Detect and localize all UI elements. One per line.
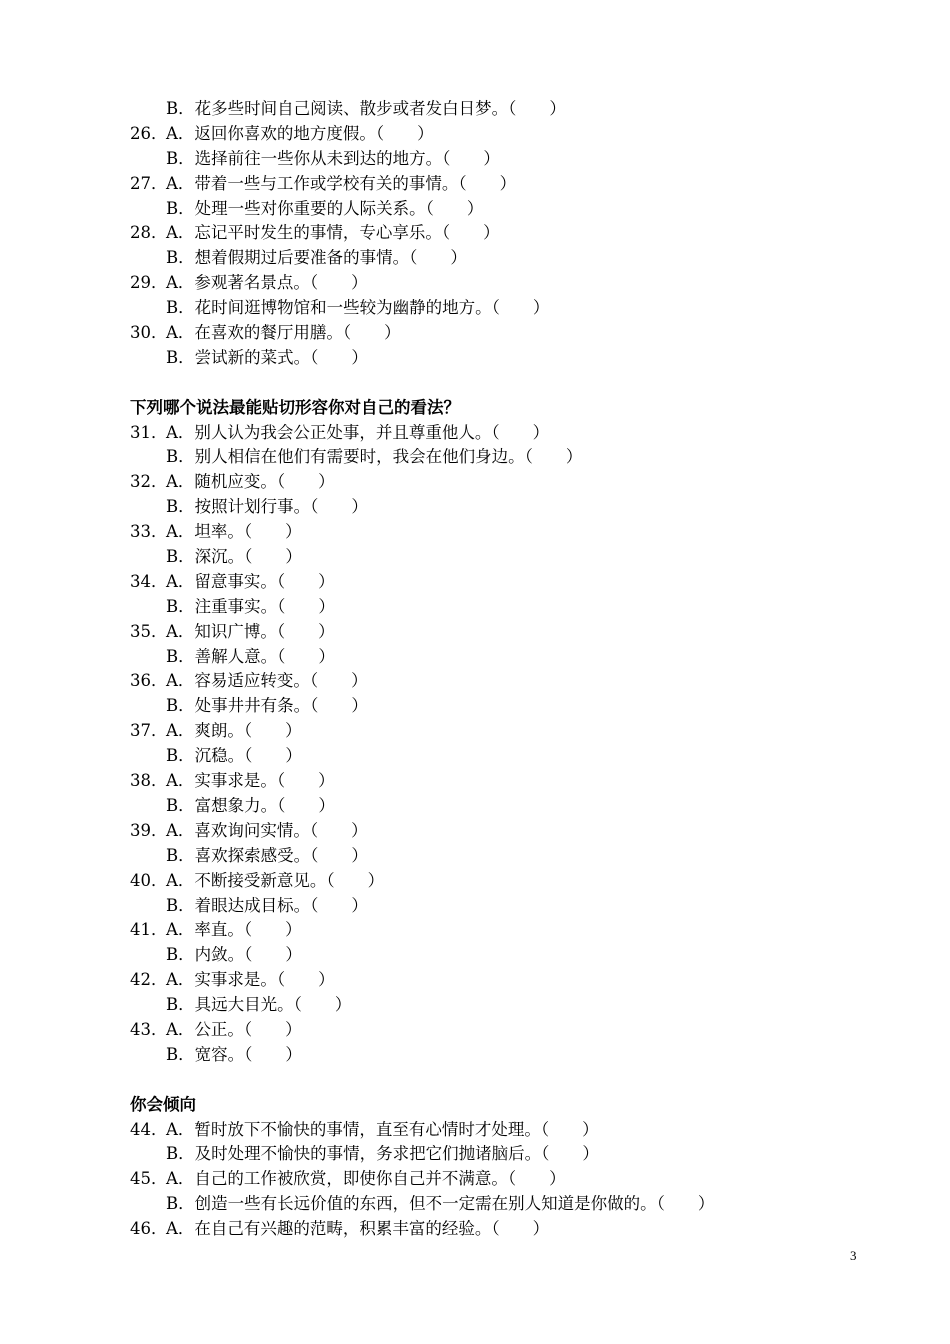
option-a-text: A．参观著名景点。（ ） <box>166 273 368 293</box>
option-a-text: A．在喜欢的餐厅用膳。（ ） <box>166 323 401 343</box>
question-option-a-line <box>130 719 830 744</box>
question-option-b-line <box>130 197 830 222</box>
question-option-a-line <box>130 918 830 943</box>
question-option-b-line <box>130 595 830 620</box>
option-a-text: A．自己的工作被欣赏，即使你自己并不满意。（ ） <box>166 1169 566 1189</box>
question-option-b-line <box>130 1192 830 1217</box>
option-b-text: B．按照计划行事。（ ） <box>166 497 368 517</box>
option-b-text: B．内敛。（ ） <box>166 945 302 965</box>
spacer <box>130 371 830 396</box>
question-option-a-line <box>130 520 830 545</box>
option-b-text: B．花时间逛博物馆和一些较为幽静的地方。（ ） <box>166 298 550 318</box>
question-number: 38． <box>130 771 168 791</box>
question-option-a-line <box>130 819 830 844</box>
option-b-text: B．及时处理不愉快的事情，务求把它们抛诸脑后。（ ） <box>166 1144 599 1164</box>
option-a-text: A．喜欢询问实情。（ ） <box>166 820 368 840</box>
question-option-b-line <box>130 744 830 769</box>
question-option-b-line <box>130 545 830 570</box>
question-number: 37． <box>130 721 168 741</box>
section-heading: 你会倾向 <box>130 1094 196 1114</box>
question-option-b-line <box>130 1043 830 1068</box>
question-option-b-line <box>130 894 830 919</box>
question-option-a-line <box>130 869 830 894</box>
question-number: 43． <box>130 1019 168 1039</box>
question-option-a-line <box>130 1118 830 1143</box>
option-b-text: B．花多些时间自己阅读、散步或者发白日梦。（ ） <box>166 99 566 118</box>
option-b-text: B．想着假期过后要准备的事情。（ ） <box>166 248 467 268</box>
question-option-a-line <box>130 769 830 794</box>
option-a-text: A．忘记平时发生的事情，专心享乐。（ ） <box>166 223 500 243</box>
question-option-b-line <box>130 794 830 819</box>
question-option-a-line <box>130 1217 830 1242</box>
option-a-text: A．公正。（ ） <box>166 1019 302 1039</box>
question-option-b-line <box>130 445 830 470</box>
option-a-text: A．留意事实。（ ） <box>166 571 335 591</box>
question-number: 45． <box>130 1169 168 1189</box>
question-option-a-line <box>130 1018 830 1043</box>
question-option-b-line <box>130 694 830 719</box>
option-b-text: B．尝试新的菜式。（ ） <box>166 347 368 367</box>
option-a-text: A．别人认为我会公正处事，并且尊重他人。（ ） <box>166 422 550 442</box>
question-option-a-line <box>130 321 830 346</box>
question-number: 46． <box>130 1219 168 1239</box>
question-option-b-line <box>130 495 830 520</box>
question-number: 28． <box>130 223 168 243</box>
option-a-text: A．随机应变。（ ） <box>166 472 335 492</box>
option-a-text: A．带着一些与工作或学校有关的事情。（ ） <box>166 173 517 193</box>
option-b-text: B．喜欢探索感受。（ ） <box>166 845 368 865</box>
question-option-a-line <box>130 1167 830 1192</box>
question-number: 39． <box>130 820 168 840</box>
option-a-text: A．容易适应转变。（ ） <box>166 671 368 691</box>
question-number: 44． <box>130 1119 168 1139</box>
option-a-text: A．暂时放下不愉快的事情，直至有心情时才处理。（ ） <box>166 1119 599 1139</box>
option-a-text: A．在自己有兴趣的范畴，积累丰富的经验。（ ） <box>166 1219 550 1239</box>
question-number: 31． <box>130 422 168 442</box>
option-b-text: B．深沉。（ ） <box>166 547 302 567</box>
question-number: 32． <box>130 472 168 492</box>
question-number: 36． <box>130 671 168 691</box>
page-number: 3 <box>850 1248 857 1263</box>
questionnaire-content <box>130 97 830 1242</box>
question-option-a-line <box>130 669 830 694</box>
option-b-text: B．具远大目光。（ ） <box>166 995 352 1015</box>
question-option-b-line <box>130 97 830 122</box>
question-option-a-line <box>130 221 830 246</box>
question-option-a-line <box>130 172 830 197</box>
option-a-text: A．不断接受新意见。（ ） <box>166 870 385 890</box>
question-option-b-line <box>130 296 830 321</box>
option-b-text: B．富想象力。（ ） <box>166 795 335 815</box>
question-option-b-line <box>130 246 830 271</box>
question-number: 27． <box>130 173 168 193</box>
question-option-b-line <box>130 943 830 968</box>
question-number: 26． <box>130 123 168 143</box>
option-b-text: B．处事井井有条。（ ） <box>166 696 368 716</box>
option-b-text: B．处理一些对你重要的人际关系。（ ） <box>166 198 484 218</box>
question-option-b-line <box>130 993 830 1018</box>
question-number: 34． <box>130 571 168 591</box>
question-number: 33． <box>130 522 168 542</box>
question-option-a-line <box>130 470 830 495</box>
question-number: 42． <box>130 970 168 990</box>
option-b-text: B．沉稳。（ ） <box>166 746 302 766</box>
option-a-text: A．返回你喜欢的地方度假。（ ） <box>166 123 434 143</box>
question-option-b-line <box>130 147 830 172</box>
question-option-a-line <box>130 421 830 446</box>
option-a-text: A．实事求是。（ ） <box>166 771 335 791</box>
option-a-text: A．知识广博。（ ） <box>166 621 335 641</box>
spacer <box>130 1068 830 1093</box>
question-option-a-line <box>130 620 830 645</box>
question-option-b-line <box>130 844 830 869</box>
question-option-a-line <box>130 271 830 296</box>
question-number: 30． <box>130 323 168 343</box>
option-a-text: A．坦率。（ ） <box>166 522 302 542</box>
question-number: 41． <box>130 920 168 940</box>
option-b-text: B．创造一些有长远价值的东西，但不一定需在别人知道是你做的。（ ） <box>166 1194 715 1214</box>
option-b-text: B．着眼达成目标。（ ） <box>166 895 368 915</box>
question-option-b-line <box>130 645 830 670</box>
question-option-b-line <box>130 346 830 371</box>
option-b-text: B．宽容。（ ） <box>166 1044 302 1064</box>
option-a-text: A．爽朗。（ ） <box>166 721 302 741</box>
question-option-a-line <box>130 122 830 147</box>
option-b-text: B．别人相信在他们有需要时，我会在他们身边。（ ） <box>166 447 583 467</box>
question-option-a-line <box>130 570 830 595</box>
option-b-text: B．注重事实。（ ） <box>166 596 335 616</box>
question-number: 40． <box>130 870 168 890</box>
option-b-text: B．选择前往一些你从未到达的地方。（ ） <box>166 148 500 168</box>
option-b-text: B．善解人意。（ ） <box>166 646 335 666</box>
question-option-b-line <box>130 1142 830 1167</box>
question-number: 29． <box>130 273 168 293</box>
section-heading: 下列哪个说法最能贴切形容你对自己的看法？ <box>130 397 460 417</box>
question-option-a-line <box>130 968 830 993</box>
option-a-text: A．实事求是。（ ） <box>166 970 335 990</box>
option-a-text: A．率直。（ ） <box>166 920 302 940</box>
question-number: 35． <box>130 621 168 641</box>
